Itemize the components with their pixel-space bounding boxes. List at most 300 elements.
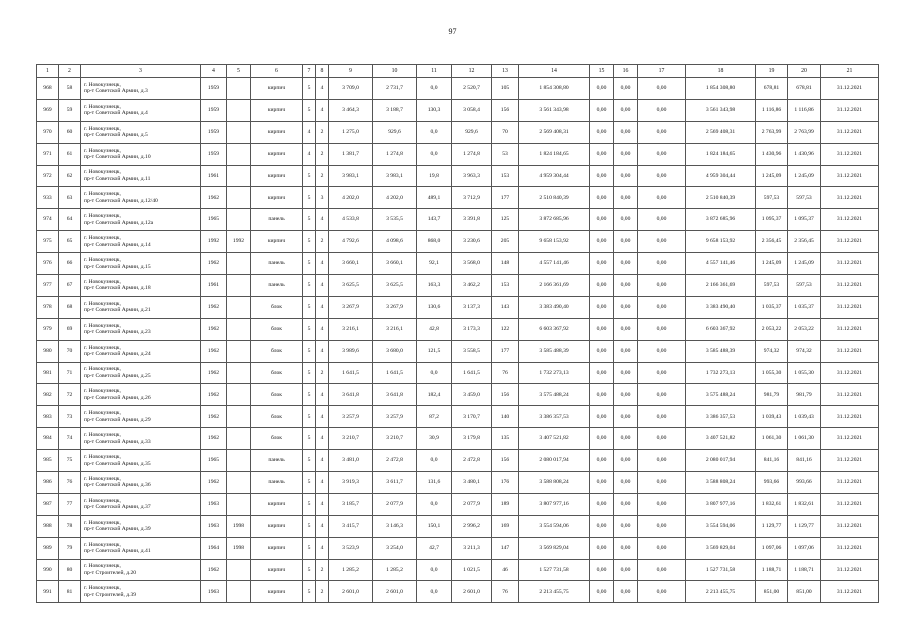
address-street: пр-т Советской Армии, д.23 — [84, 329, 151, 336]
address-street: пр-т Советской Армии, д.4 — [84, 110, 148, 117]
col10-area-cell: 3 611,7 — [373, 472, 417, 494]
col16-cell: 0,00 — [614, 450, 638, 472]
wall-material-cell: блок — [251, 384, 303, 406]
floors-cell: 5 — [303, 581, 316, 603]
address-cell — [81, 428, 201, 450]
row-id-cell: 975 — [37, 231, 59, 253]
unit-cost-cell: 1 129,77 — [756, 515, 788, 537]
unit-cost-max-cell: 1 832,61 — [788, 493, 821, 515]
floors-cell: 5 — [303, 537, 316, 559]
date-cell: 31.12.2021 — [821, 165, 879, 187]
col12-area-cell: 3 211,3 — [452, 537, 492, 559]
col15-cell: 0,00 — [590, 296, 614, 318]
table-row — [37, 362, 879, 384]
address-city: г. Новокузнецк, — [84, 213, 121, 220]
date-cell: 31.12.2021 — [821, 231, 879, 253]
residents-cell: 76 — [492, 581, 519, 603]
address-street: пр-т Советской Армии, д.33 — [84, 438, 151, 445]
reconstruction-year-cell — [227, 187, 251, 209]
date-cell: 31.12.2021 — [821, 253, 879, 275]
row-number-cell: 61 — [59, 143, 81, 165]
col10-area-cell: 4 202,0 — [373, 187, 417, 209]
col11-area-cell: 182,4 — [417, 384, 452, 406]
column-number: 5 — [227, 65, 251, 78]
col15-cell: 0,00 — [590, 450, 614, 472]
address-city: г. Новокузнецк, — [84, 432, 121, 439]
unit-cost-max-cell: 1 095,37 — [788, 209, 821, 231]
floors-cell: 5 — [303, 231, 316, 253]
column-number: 12 — [452, 65, 492, 78]
col11-area-cell: 0,0 — [417, 121, 452, 143]
residents-cell: 156 — [492, 99, 519, 121]
unit-cost-cell: 1 061,30 — [756, 428, 788, 450]
address-street: пр-т Советской Армии, д.24 — [84, 351, 151, 358]
address-cell — [81, 253, 201, 275]
col11-area-cell: 87,2 — [417, 406, 452, 428]
total-cost-cell: 6 603 367,92 — [686, 318, 756, 340]
row-id-cell: 969 — [37, 99, 59, 121]
col10-area-cell: 3 257,9 — [373, 406, 417, 428]
col17-cell: 0,00 — [638, 537, 686, 559]
entrances-cell: 2 — [316, 165, 329, 187]
wall-material-cell: кирпич — [251, 99, 303, 121]
col17-cell: 0,00 — [638, 362, 686, 384]
col16-cell: 0,00 — [614, 537, 638, 559]
col11-area-cell: 163,3 — [417, 275, 452, 297]
row-id-cell: 983 — [37, 406, 59, 428]
col11-area-cell: 0,0 — [417, 362, 452, 384]
entrances-cell: 4 — [316, 450, 329, 472]
reconstruction-year-cell — [227, 559, 251, 581]
address-cell — [81, 121, 201, 143]
address-cell — [81, 99, 201, 121]
table-row — [37, 472, 879, 494]
col17-cell: 0,00 — [638, 99, 686, 121]
entrances-cell: 4 — [316, 472, 329, 494]
total-area-cell: 1 275,0 — [329, 121, 373, 143]
unit-cost-max-cell: 1 129,77 — [788, 515, 821, 537]
row-id-cell: 981 — [37, 362, 59, 384]
unit-cost-cell: 1 188,71 — [756, 559, 788, 581]
entrances-cell: 2 — [316, 121, 329, 143]
col17-cell: 0,00 — [638, 515, 686, 537]
row-id-cell: 986 — [37, 472, 59, 494]
reconstruction-year-cell — [227, 275, 251, 297]
table-row — [37, 253, 879, 275]
total-area-cell: 3 625,5 — [329, 275, 373, 297]
entrances-cell: 2 — [316, 362, 329, 384]
reconstruction-year-cell — [227, 472, 251, 494]
col17-cell: 0,00 — [638, 428, 686, 450]
build-year-cell: 1962 — [201, 472, 227, 494]
unit-cost-max-cell: 1 061,30 — [788, 428, 821, 450]
address-city: г. Новокузнецк, — [84, 191, 121, 198]
total-cost-cell: 3 407 521,82 — [686, 428, 756, 450]
wall-material-cell: кирпич — [251, 537, 303, 559]
date-cell: 31.12.2021 — [821, 493, 879, 515]
address-cell — [81, 340, 201, 362]
address-street: пр-т Советской Армии, д.26 — [84, 394, 151, 401]
address-cell — [81, 384, 201, 406]
col10-area-cell: 3 254,0 — [373, 537, 417, 559]
col17-cell: 0,00 — [638, 209, 686, 231]
row-number-cell: 68 — [59, 296, 81, 318]
col10-area-cell: 2 731,7 — [373, 78, 417, 100]
col16-cell: 0,00 — [614, 165, 638, 187]
column-number-row — [37, 65, 879, 78]
column-number: 6 — [251, 65, 303, 78]
address-city: г. Новокузнецк, — [84, 453, 121, 460]
col16-cell: 0,00 — [614, 121, 638, 143]
address-city: г. Новокузнецк, — [84, 497, 121, 504]
total-cost-cell: 1 824 184,65 — [686, 143, 756, 165]
unit-cost-cell: 1 245,09 — [756, 165, 788, 187]
col10-area-cell: 1 641,5 — [373, 362, 417, 384]
build-year-cell: 1992 — [201, 231, 227, 253]
col12-area-cell: 2 077,9 — [452, 493, 492, 515]
housing-registry-table — [36, 64, 879, 603]
col12-area-cell: 3 568,0 — [452, 253, 492, 275]
col11-area-cell: 121,5 — [417, 340, 452, 362]
address-cell — [81, 78, 201, 100]
build-year-cell: 1962 — [201, 340, 227, 362]
wall-material-cell: блок — [251, 428, 303, 450]
address-cell — [81, 559, 201, 581]
build-year-cell: 1962 — [201, 253, 227, 275]
address-cell — [81, 318, 201, 340]
entrances-cell: 4 — [316, 296, 329, 318]
floors-cell: 5 — [303, 362, 316, 384]
residents-cell: 177 — [492, 340, 519, 362]
col15-cell: 0,00 — [590, 99, 614, 121]
col11-area-cell: 131,6 — [417, 472, 452, 494]
unit-cost-max-cell: 993,66 — [788, 472, 821, 494]
residents-cell: 205 — [492, 231, 519, 253]
residents-cell: 177 — [492, 187, 519, 209]
total-cost-cell: 4 557 141,46 — [686, 253, 756, 275]
col16-cell: 0,00 — [614, 143, 638, 165]
col11-area-cell: 0,0 — [417, 581, 452, 603]
col10-area-cell: 3 216,1 — [373, 318, 417, 340]
cost-cell: 4 959 304,44 — [519, 165, 590, 187]
col16-cell: 0,00 — [614, 231, 638, 253]
row-id-cell: 984 — [37, 428, 59, 450]
date-cell: 31.12.2021 — [821, 340, 879, 362]
address-cell — [81, 472, 201, 494]
column-number: 7 — [303, 65, 316, 78]
address-street: пр-т Советской Армии, д.25 — [84, 373, 151, 380]
total-cost-cell: 3 383 490,40 — [686, 296, 756, 318]
row-number-cell: 79 — [59, 537, 81, 559]
wall-material-cell: панель — [251, 253, 303, 275]
floors-cell: 4 — [303, 143, 316, 165]
unit-cost-max-cell: 1 116,86 — [788, 99, 821, 121]
col10-area-cell: 3 188,7 — [373, 99, 417, 121]
col16-cell: 0,00 — [614, 275, 638, 297]
col17-cell: 0,00 — [638, 253, 686, 275]
table-row — [37, 209, 879, 231]
residents-cell: 76 — [492, 362, 519, 384]
entrances-cell: 2 — [316, 559, 329, 581]
row-number-cell: 65 — [59, 231, 81, 253]
total-area-cell: 3 641,8 — [329, 384, 373, 406]
date-cell: 31.12.2021 — [821, 362, 879, 384]
unit-cost-cell: 1 055,30 — [756, 362, 788, 384]
entrances-cell: 4 — [316, 406, 329, 428]
date-cell: 31.12.2021 — [821, 537, 879, 559]
row-id-cell: 978 — [37, 296, 59, 318]
col16-cell: 0,00 — [614, 384, 638, 406]
cost-cell: 4 557 141,46 — [519, 253, 590, 275]
col17-cell: 0,00 — [638, 340, 686, 362]
build-year-cell: 1965 — [201, 450, 227, 472]
row-number-cell: 60 — [59, 121, 81, 143]
col17-cell: 0,00 — [638, 231, 686, 253]
address-street: пр-т Советской Армии, д.11 — [84, 176, 151, 182]
reconstruction-year-cell — [227, 406, 251, 428]
row-number-cell: 74 — [59, 428, 81, 450]
unit-cost-max-cell: 597,53 — [788, 187, 821, 209]
address-street: пр-т Строителей, д.39 — [84, 591, 137, 598]
total-cost-cell: 2 569 408,31 — [686, 121, 756, 143]
cost-cell: 2 166 361,69 — [519, 275, 590, 297]
column-number: 16 — [614, 65, 638, 78]
col12-area-cell: 929,6 — [452, 121, 492, 143]
date-cell: 31.12.2021 — [821, 384, 879, 406]
floors-cell: 5 — [303, 78, 316, 100]
reconstruction-year-cell — [227, 493, 251, 515]
cost-cell: 1 854 308,80 — [519, 78, 590, 100]
residents-cell: 147 — [492, 537, 519, 559]
column-number: 4 — [201, 65, 227, 78]
cost-cell: 2 510 840,39 — [519, 187, 590, 209]
col16-cell: 0,00 — [614, 493, 638, 515]
total-area-cell: 3 216,1 — [329, 318, 373, 340]
unit-cost-cell: 2 763,99 — [756, 121, 788, 143]
wall-material-cell: кирпич — [251, 187, 303, 209]
col12-area-cell: 3 230,6 — [452, 231, 492, 253]
date-cell: 31.12.2021 — [821, 209, 879, 231]
row-id-cell: 987 — [37, 493, 59, 515]
col16-cell: 0,00 — [614, 296, 638, 318]
table-row — [37, 450, 879, 472]
address-street: пр-т Советской Армии, д.3 — [84, 88, 148, 95]
cost-cell: 3 872 685,96 — [519, 209, 590, 231]
address-street: пр-т Советской Армии, д.36 — [84, 482, 151, 489]
reconstruction-year-cell — [227, 384, 251, 406]
total-area-cell: 1 381,7 — [329, 143, 373, 165]
col10-area-cell: 3 983,1 — [373, 165, 417, 187]
wall-material-cell: панель — [251, 450, 303, 472]
build-year-cell: 1963 — [201, 581, 227, 603]
address-city: г. Новокузнецк, — [84, 388, 121, 395]
address-city: г. Новокузнецк, — [84, 519, 121, 526]
col17-cell: 0,00 — [638, 275, 686, 297]
total-area-cell: 3 989,6 — [329, 340, 373, 362]
col11-area-cell: 30,9 — [417, 428, 452, 450]
reconstruction-year-cell — [227, 121, 251, 143]
col15-cell: 0,00 — [590, 231, 614, 253]
reconstruction-year-cell: 1992 — [227, 231, 251, 253]
row-id-cell: 988 — [37, 515, 59, 537]
col15-cell: 0,00 — [590, 187, 614, 209]
cost-cell: 2 080 017,94 — [519, 450, 590, 472]
col12-area-cell: 3 963,3 — [452, 165, 492, 187]
row-number-cell: 62 — [59, 165, 81, 187]
build-year-cell: 1961 — [201, 165, 227, 187]
cost-cell: 2 569 408,31 — [519, 121, 590, 143]
col12-area-cell: 1 274,8 — [452, 143, 492, 165]
cost-cell: 2 213 455,75 — [519, 581, 590, 603]
row-id-cell: 989 — [37, 537, 59, 559]
col15-cell: 0,00 — [590, 275, 614, 297]
total-cost-cell: 3 872 685,96 — [686, 209, 756, 231]
table-row — [37, 537, 879, 559]
col16-cell: 0,00 — [614, 340, 638, 362]
address-city: г. Новокузнецк, — [84, 169, 121, 176]
entrances-cell: 4 — [316, 318, 329, 340]
total-cost-cell: 3 585 488,39 — [686, 340, 756, 362]
col16-cell: 0,00 — [614, 362, 638, 384]
cost-cell: 3 386 357,53 — [519, 406, 590, 428]
residents-cell: 46 — [492, 559, 519, 581]
col12-area-cell: 3 391,8 — [452, 209, 492, 231]
build-year-cell: 1964 — [201, 537, 227, 559]
build-year-cell: 1962 — [201, 406, 227, 428]
reconstruction-year-cell — [227, 318, 251, 340]
col15-cell: 0,00 — [590, 406, 614, 428]
column-number: 10 — [373, 65, 417, 78]
reconstruction-year-cell — [227, 362, 251, 384]
col11-area-cell: 143,7 — [417, 209, 452, 231]
residents-cell: 140 — [492, 406, 519, 428]
total-area-cell: 3 919,3 — [329, 472, 373, 494]
total-area-cell: 4 202,0 — [329, 187, 373, 209]
floors-cell: 5 — [303, 450, 316, 472]
column-number: 8 — [316, 65, 329, 78]
row-id-cell: 974 — [37, 209, 59, 231]
reconstruction-year-cell — [227, 143, 251, 165]
table-row — [37, 165, 879, 187]
row-number-cell: 67 — [59, 275, 81, 297]
col15-cell: 0,00 — [590, 537, 614, 559]
table-row — [37, 121, 879, 143]
column-number: 1 — [37, 65, 59, 78]
wall-material-cell: блок — [251, 362, 303, 384]
cost-cell: 1 732 273,13 — [519, 362, 590, 384]
table-row — [37, 428, 879, 450]
address-street: пр-т Советской Армии, д.12/40 — [84, 197, 158, 204]
build-year-cell: 1962 — [201, 187, 227, 209]
address-city: г. Новокузнецк, — [84, 541, 121, 548]
col12-area-cell: 3 462,2 — [452, 275, 492, 297]
total-cost-cell: 2 510 840,39 — [686, 187, 756, 209]
floors-cell: 5 — [303, 384, 316, 406]
residents-cell: 143 — [492, 296, 519, 318]
col15-cell: 0,00 — [590, 121, 614, 143]
col11-area-cell: 42,8 — [417, 318, 452, 340]
build-year-cell: 1962 — [201, 384, 227, 406]
col16-cell: 0,00 — [614, 428, 638, 450]
col12-area-cell: 3 480,1 — [452, 472, 492, 494]
address-cell — [81, 275, 201, 297]
col15-cell: 0,00 — [590, 559, 614, 581]
entrances-cell: 3 — [316, 187, 329, 209]
cost-cell: 3 561 343,98 — [519, 99, 590, 121]
col17-cell: 0,00 — [638, 318, 686, 340]
table-row — [37, 275, 879, 297]
reconstruction-year-cell — [227, 340, 251, 362]
total-area-cell: 4 533,8 — [329, 209, 373, 231]
row-id-cell: 985 — [37, 450, 59, 472]
total-cost-cell: 3 588 808,24 — [686, 472, 756, 494]
column-number: 14 — [519, 65, 590, 78]
unit-cost-cell: 678,81 — [756, 78, 788, 100]
address-street: пр-т Советской Армии, д.39 — [84, 526, 151, 533]
address-street: пр-т Советской Армии, д.21 — [84, 307, 151, 314]
address-cell — [81, 493, 201, 515]
row-number-cell: 66 — [59, 253, 81, 275]
floors-cell: 5 — [303, 209, 316, 231]
wall-material-cell: панель — [251, 209, 303, 231]
col11-area-cell: 0,0 — [417, 143, 452, 165]
build-year-cell: 1963 — [201, 493, 227, 515]
total-cost-cell: 1 527 731,58 — [686, 559, 756, 581]
cost-cell: 1 527 731,58 — [519, 559, 590, 581]
row-number-cell: 59 — [59, 99, 81, 121]
row-id-cell: 982 — [37, 384, 59, 406]
reconstruction-year-cell — [227, 296, 251, 318]
address-city: г. Новокузнецк, — [84, 300, 121, 307]
total-area-cell: 3 210,7 — [329, 428, 373, 450]
column-number: 9 — [329, 65, 373, 78]
unit-cost-cell: 597,53 — [756, 275, 788, 297]
col12-area-cell: 3 179,8 — [452, 428, 492, 450]
row-number-cell: 73 — [59, 406, 81, 428]
col17-cell: 0,00 — [638, 493, 686, 515]
col12-area-cell: 3 459,0 — [452, 384, 492, 406]
total-area-cell: 3 660,1 — [329, 253, 373, 275]
column-number: 19 — [756, 65, 788, 78]
date-cell: 31.12.2021 — [821, 515, 879, 537]
unit-cost-cell: 2 053,22 — [756, 318, 788, 340]
col15-cell: 0,00 — [590, 340, 614, 362]
floors-cell: 5 — [303, 406, 316, 428]
cost-cell: 3 575 488,24 — [519, 384, 590, 406]
reconstruction-year-cell — [227, 428, 251, 450]
col11-area-cell: 92,1 — [417, 253, 452, 275]
unit-cost-cell: 1 097,06 — [756, 537, 788, 559]
residents-cell: 189 — [492, 493, 519, 515]
reconstruction-year-cell — [227, 581, 251, 603]
col12-area-cell: 1 021,5 — [452, 559, 492, 581]
table-row — [37, 340, 879, 362]
col17-cell: 0,00 — [638, 187, 686, 209]
unit-cost-max-cell: 1 188,71 — [788, 559, 821, 581]
col10-area-cell: 1 274,8 — [373, 143, 417, 165]
col10-area-cell: 1 285,2 — [373, 559, 417, 581]
build-year-cell: 1965 — [201, 209, 227, 231]
col15-cell: 0,00 — [590, 472, 614, 494]
col11-area-cell: 0,0 — [417, 78, 452, 100]
row-number-cell: 81 — [59, 581, 81, 603]
build-year-cell: 1962 — [201, 318, 227, 340]
total-cost-cell: 3 386 357,53 — [686, 406, 756, 428]
row-id-cell: 991 — [37, 581, 59, 603]
column-number: 13 — [492, 65, 519, 78]
address-street: пр-т Советской Армии, д.15 — [84, 263, 151, 270]
col15-cell: 0,00 — [590, 143, 614, 165]
